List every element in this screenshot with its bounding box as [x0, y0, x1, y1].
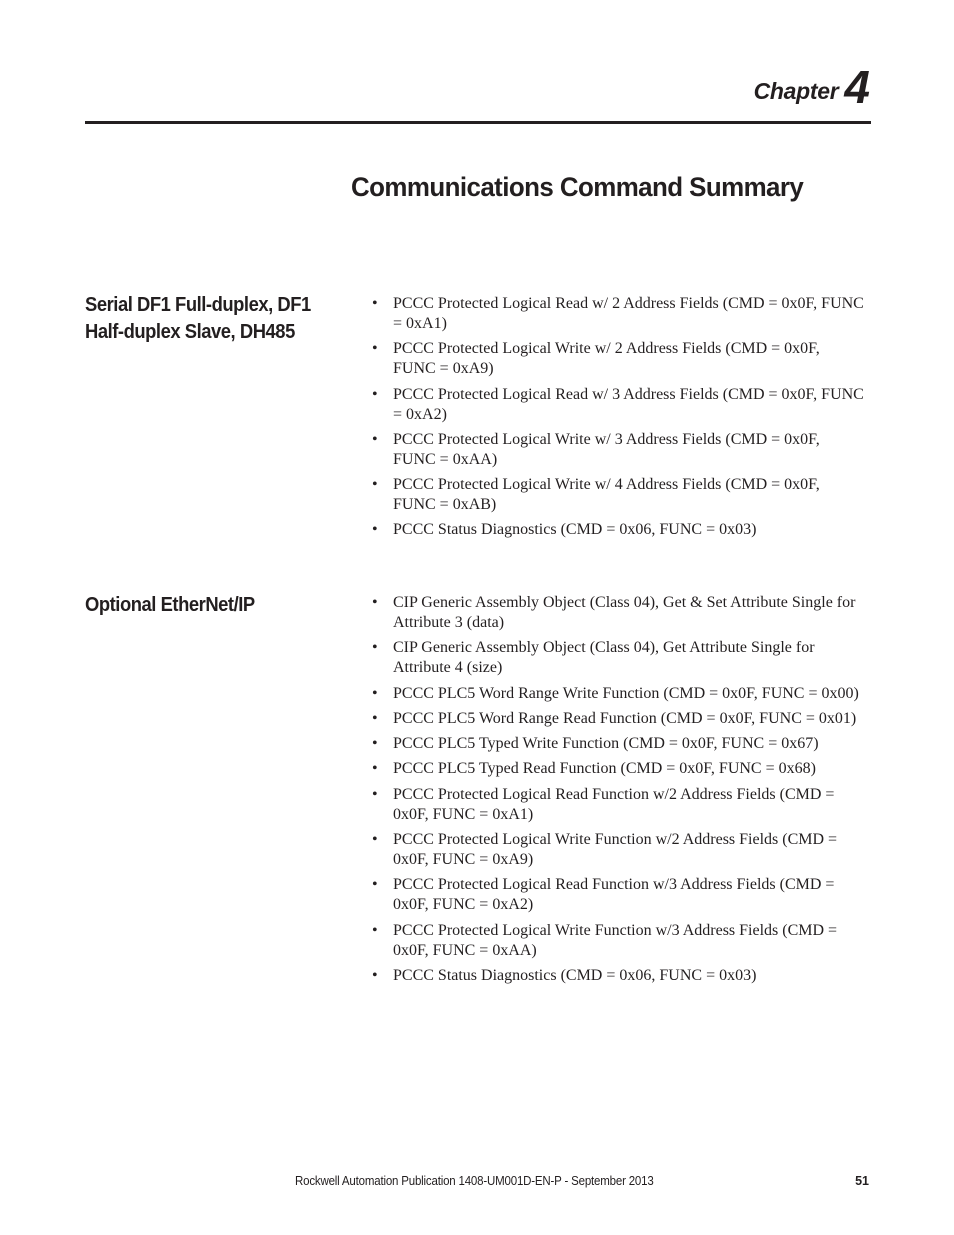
- bullet-icon: •: [372, 521, 378, 539]
- list-item-text: PCCC Protected Logical Write Function w/2 Address Fields (CMD = 0x0F, FUNC = 0xA9): [393, 831, 838, 869]
- list-item: [372, 875, 864, 915]
- bullet-icon: •: [372, 831, 378, 849]
- list-item: [372, 339, 864, 379]
- list-item-text: PCCC Status Diagnostics (CMD = 0x06, FUNC = 0x03): [393, 966, 757, 984]
- list-item: [372, 520, 864, 540]
- list-item: [372, 385, 864, 425]
- command-list-serial: [372, 294, 864, 546]
- footer-publication: Rockwell Automation Publication 1408-UM001D-EN-P - September 2013: [295, 1174, 654, 1188]
- list-item: [372, 966, 864, 986]
- list-item-text: CIP Generic Assembly Object (Class 04), Get & Set Attribute Single for Attribute 3 (data): [393, 594, 856, 631]
- bullet-icon: •: [372, 594, 378, 611]
- list-item: [372, 921, 864, 961]
- chapter-label: [754, 60, 870, 114]
- list-item-text: PCCC PLC5 Word Range Read Function (CMD = 0x0F, FUNC = 0x01): [393, 709, 857, 727]
- bullet-icon: •: [372, 430, 378, 448]
- page-title: Communications Command Summary: [351, 172, 804, 202]
- bullet-icon: •: [372, 639, 378, 657]
- page-number: 51: [855, 1174, 869, 1188]
- list-item: [372, 593, 864, 633]
- list-item-text: PCCC Protected Logical Write Function w/3 Address Fields (CMD = 0x0F, FUNC = 0xAA): [393, 921, 838, 959]
- list-item-text: PCCC Status Diagnostics (CMD = 0x06, FUNC = 0x03): [393, 521, 757, 539]
- list-item: [372, 759, 864, 779]
- list-item-text: PCCC PLC5 Typed Write Function (CMD = 0x0F, FUNC = 0x67): [393, 735, 819, 753]
- bullet-icon: •: [372, 785, 378, 803]
- bullet-icon: •: [372, 921, 378, 939]
- bullet-icon: •: [372, 760, 378, 778]
- list-item: [372, 709, 864, 729]
- bullet-icon: •: [372, 340, 378, 358]
- list-item-text: PCCC Protected Logical Write w/ 4 Address Fields (CMD = 0x0F, FUNC = 0xAB): [393, 476, 820, 514]
- bullet-icon: •: [372, 966, 378, 984]
- list-item: [372, 475, 864, 515]
- bullet-icon: •: [372, 476, 378, 494]
- bullet-icon: •: [372, 684, 378, 702]
- bullet-icon: •: [372, 876, 378, 894]
- list-item-text: PCCC PLC5 Typed Read Function (CMD = 0x0F, FUNC = 0x68): [393, 760, 816, 778]
- list-item-text: PCCC Protected Logical Read Function w/2 Address Fields (CMD = 0x0F, FUNC = 0xA1): [393, 785, 835, 823]
- chapter-word: Chapter: [753, 78, 839, 104]
- list-item: [372, 830, 864, 870]
- section-heading-serial: Serial DF1 Full-duplex, DF1 Half-duplex Slave, DH485: [85, 294, 311, 343]
- list-item: [372, 430, 864, 470]
- list-item-text: PCCC PLC5 Word Range Write Function (CMD = 0x0F, FUNC = 0x00): [393, 684, 859, 702]
- list-item-text: PCCC Protected Logical Read Function w/3 Address Fields (CMD = 0x0F, FUNC = 0xA2): [393, 876, 835, 914]
- bullet-icon: •: [372, 385, 378, 403]
- header-rule: [85, 121, 871, 124]
- list-item-text: PCCC Protected Logical Read w/ 2 Address Fields (CMD = 0x0F, FUNC = 0xA1): [393, 295, 864, 332]
- list-item-text: PCCC Protected Logical Write w/ 2 Address Fields (CMD = 0x0F, FUNC = 0xA9): [393, 340, 820, 378]
- list-item-text: CIP Generic Assembly Object (Class 04), Get Attribute Single for Attribute 4 (size): [393, 639, 815, 677]
- section-heading-ethernet: Optional EtherNet/IP: [85, 594, 255, 616]
- bullet-icon: •: [372, 709, 378, 727]
- list-item-text: PCCC Protected Logical Read w/ 3 Address Fields (CMD = 0x0F, FUNC = 0xA2): [393, 385, 864, 423]
- list-item-text: PCCC Protected Logical Write w/ 3 Address Fields (CMD = 0x0F, FUNC = 0xAA): [393, 430, 820, 468]
- list-item: [372, 734, 864, 754]
- chapter-number: 4: [844, 61, 870, 113]
- list-item: [372, 638, 864, 678]
- list-item: [372, 684, 864, 704]
- list-item: [372, 785, 864, 825]
- bullet-icon: •: [372, 295, 378, 312]
- command-list-ethernet: [372, 593, 864, 991]
- bullet-icon: •: [372, 735, 378, 753]
- list-item: [372, 294, 864, 334]
